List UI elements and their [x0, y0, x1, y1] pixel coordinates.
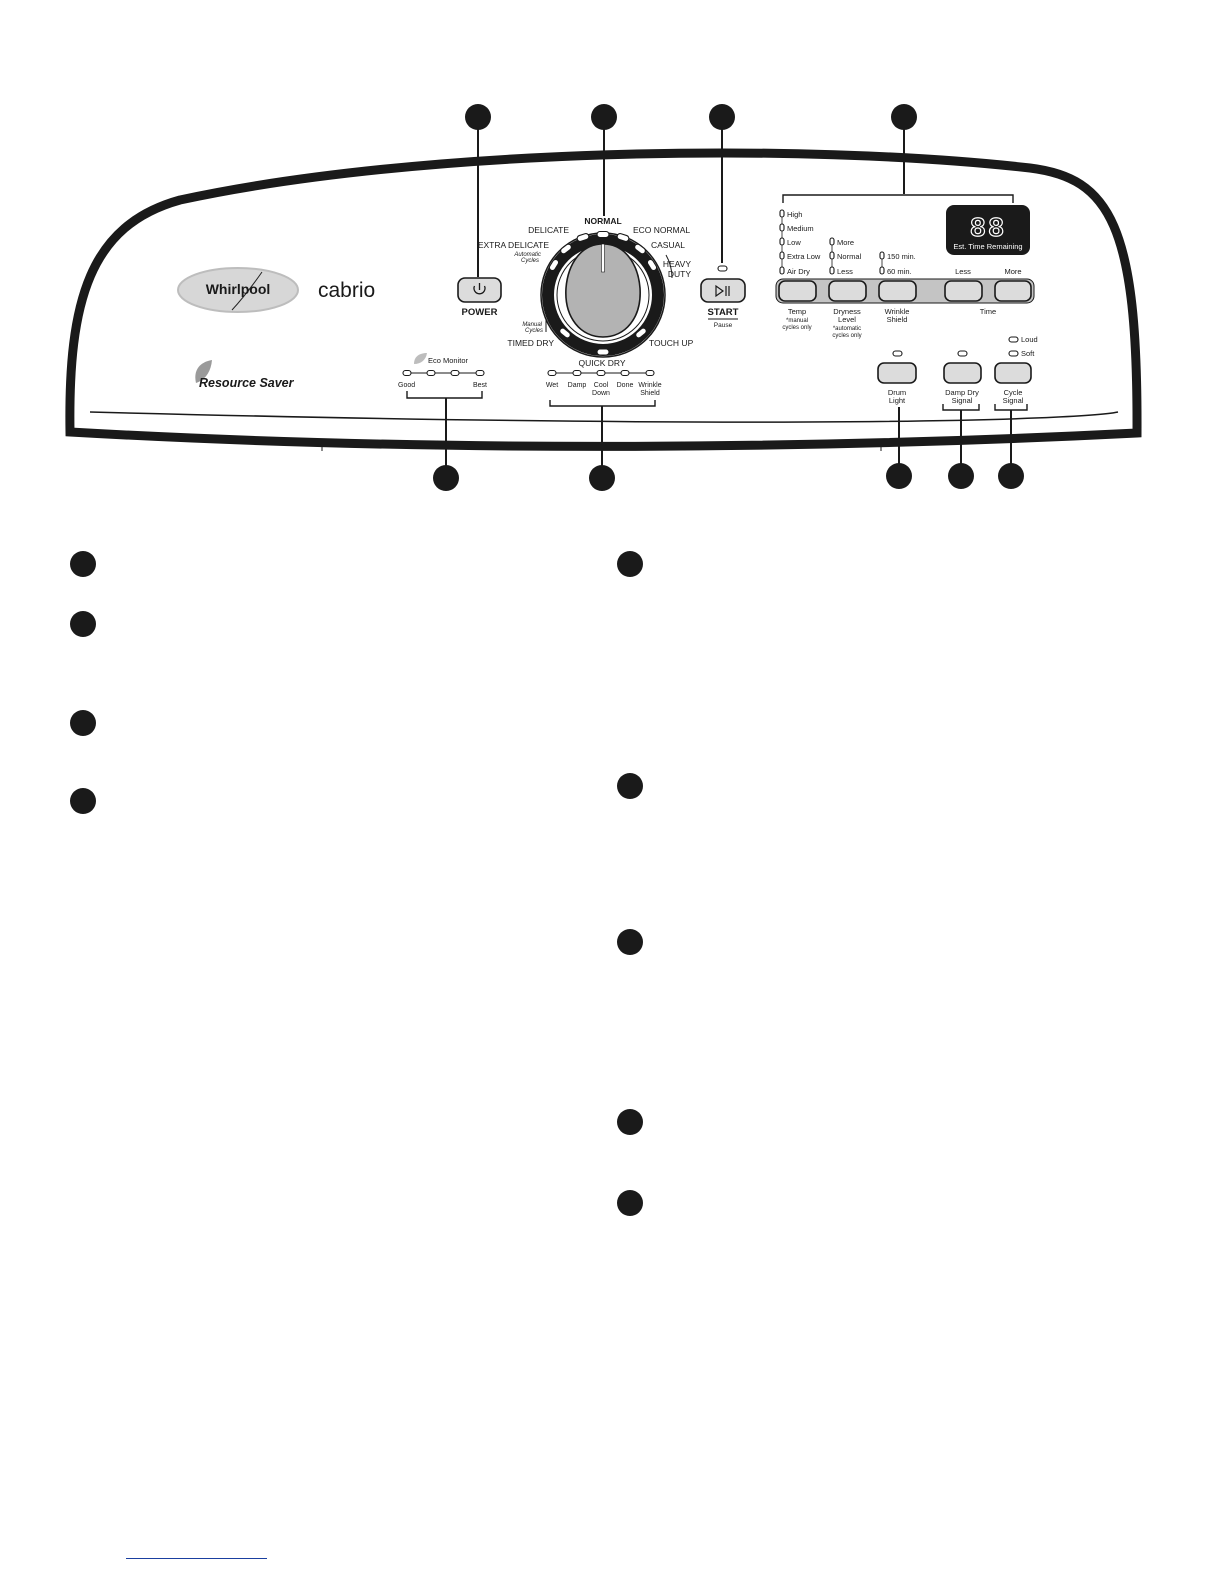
- pause-label: Pause: [713, 322, 733, 329]
- time-less-label: Less: [955, 267, 971, 276]
- status-led-wet: [548, 371, 556, 376]
- dial-manual-1: Manual: [522, 322, 542, 328]
- callout-bottom-4: [948, 463, 974, 489]
- model-text: cabrio: [318, 279, 376, 302]
- description-bullet-right-1: [617, 551, 643, 577]
- dryness-label-1: Dryness: [833, 307, 861, 316]
- time-digits: 88: [969, 215, 1007, 245]
- damp-dry-signal-button[interactable]: [944, 363, 981, 383]
- callout-top-4: [891, 104, 917, 130]
- status-cool: Cool: [593, 382, 609, 389]
- brand-text: Whirlpool: [205, 281, 271, 297]
- dial-normal: NORMAL: [584, 216, 622, 226]
- dial-extra-delicate: EXTRA DELICATE: [477, 240, 549, 250]
- wrinkle-60: 60 min.: [887, 267, 912, 276]
- status-damp: Damp: [567, 382, 587, 389]
- description-bullet-right-3: [617, 929, 643, 955]
- time-more-label: More: [1004, 267, 1022, 276]
- description-bullet-left-3: [70, 710, 96, 736]
- temp-low: Low: [787, 238, 801, 247]
- status-down: Down: [592, 390, 610, 397]
- dryness-less: Less: [837, 267, 853, 276]
- dial-delicate: DELICATE: [528, 225, 569, 235]
- status-led-done: [621, 371, 629, 376]
- dial-timed-dry: TIMED DRY: [507, 338, 554, 348]
- eco-led-1: [403, 371, 411, 376]
- callout-top-1: [465, 104, 491, 130]
- dryness-note-1: *automatic: [832, 326, 862, 332]
- description-bullet-right-2: [617, 773, 643, 799]
- dial-automatic-1: Automatic: [514, 252, 541, 258]
- eco-good-label: Good: [398, 382, 416, 389]
- drum-label-1: Drum: [887, 388, 907, 397]
- wrinkle-150: 150 min.: [887, 252, 916, 261]
- loud-led: [1009, 337, 1018, 342]
- callout-bottom-5: [998, 463, 1024, 489]
- dryness-more: More: [837, 238, 855, 247]
- eco-led-3: [451, 371, 459, 376]
- dial-automatic-2: Cycles: [520, 258, 539, 264]
- dial-quick-dry: QUICK DRY: [578, 358, 626, 368]
- callout-top-2: [591, 104, 617, 130]
- time-less-button[interactable]: [945, 281, 982, 301]
- wrinkle-shield-button[interactable]: [879, 281, 916, 301]
- cycle-selector-dial[interactable]: [541, 233, 665, 357]
- start-label: START: [707, 307, 739, 318]
- time-label: Time: [979, 307, 997, 316]
- resource-saver-text: Resource Saver: [199, 376, 294, 390]
- description-bullet-right-4: [617, 1109, 643, 1135]
- damp-dry-led: [958, 351, 967, 356]
- callout-bottom-2: [589, 465, 615, 491]
- eco-best-label: Best: [473, 382, 488, 389]
- status-led-wrinkle-shield: [646, 371, 654, 376]
- callout-top-3: [709, 104, 735, 130]
- description-bullet-left-2: [70, 611, 96, 637]
- dial-touch-up: TOUCH UP: [649, 338, 694, 348]
- status-wrinkle: Wrinkle: [638, 382, 662, 389]
- dryness-level-button[interactable]: [829, 281, 866, 301]
- eco-monitor-title: Eco Monitor: [428, 356, 469, 365]
- dryness-note-2: cycles only: [832, 333, 862, 339]
- temp-medium: Medium: [787, 224, 814, 233]
- start-indicator-led: [718, 266, 727, 271]
- soft-led: [1009, 351, 1018, 356]
- temp-button[interactable]: [779, 281, 816, 301]
- status-led-damp: [573, 371, 581, 376]
- dial-pointer: [602, 244, 605, 272]
- dryness-normal: Normal: [837, 252, 862, 261]
- dial-duty: DUTY: [667, 269, 691, 279]
- display-caption: Est. Time Remaining: [953, 242, 1023, 251]
- loud-label: Loud: [1021, 335, 1038, 344]
- time-more-button[interactable]: [995, 281, 1031, 301]
- temp-high: High: [787, 210, 803, 219]
- damp-label-1: Damp Dry: [945, 388, 979, 397]
- description-bullet-left-1: [70, 551, 96, 577]
- dryness-label-2: Level: [838, 315, 856, 324]
- status-wet: Wet: [545, 382, 559, 389]
- soft-label: Soft: [1021, 349, 1035, 358]
- temp-air-dry: Air Dry: [787, 267, 810, 276]
- cycle-label-1: Cycle: [1003, 388, 1023, 397]
- status-shield: Shield: [640, 390, 660, 397]
- drum-light-led: [893, 351, 902, 356]
- status-done: Done: [616, 382, 634, 389]
- drum-light-button[interactable]: [878, 363, 916, 383]
- power-label: POWER: [461, 307, 498, 318]
- eco-led-4: [476, 371, 484, 376]
- temp-extra-low: Extra Low: [787, 252, 821, 261]
- cycle-label-2: Signal: [1002, 396, 1024, 405]
- damp-label-2: Signal: [951, 396, 973, 405]
- dial-heavy: HEAVY: [662, 259, 691, 269]
- eco-led-2: [427, 371, 435, 376]
- callout-bottom-1: [433, 465, 459, 491]
- status-led-cool-down: [597, 371, 605, 376]
- description-bullet-right-5: [617, 1190, 643, 1216]
- wrinkle-label-1: Wrinkle: [884, 307, 910, 316]
- callout-bottom-3: [886, 463, 912, 489]
- footer-rule: [126, 1558, 267, 1559]
- dial-casual: CASUAL: [651, 240, 686, 250]
- dial-eco-normal: ECO NORMAL: [633, 225, 691, 235]
- temp-label: Temp: [787, 307, 807, 316]
- dial-manual-2: Cycles: [524, 328, 543, 334]
- drum-label-2: Light: [888, 396, 906, 405]
- description-bullet-left-4: [70, 788, 96, 814]
- temp-note-1: *manual: [785, 318, 809, 324]
- temp-note-2: cycles only: [782, 325, 812, 331]
- wrinkle-label-2: Shield: [886, 315, 908, 324]
- cycle-signal-button[interactable]: [995, 363, 1031, 383]
